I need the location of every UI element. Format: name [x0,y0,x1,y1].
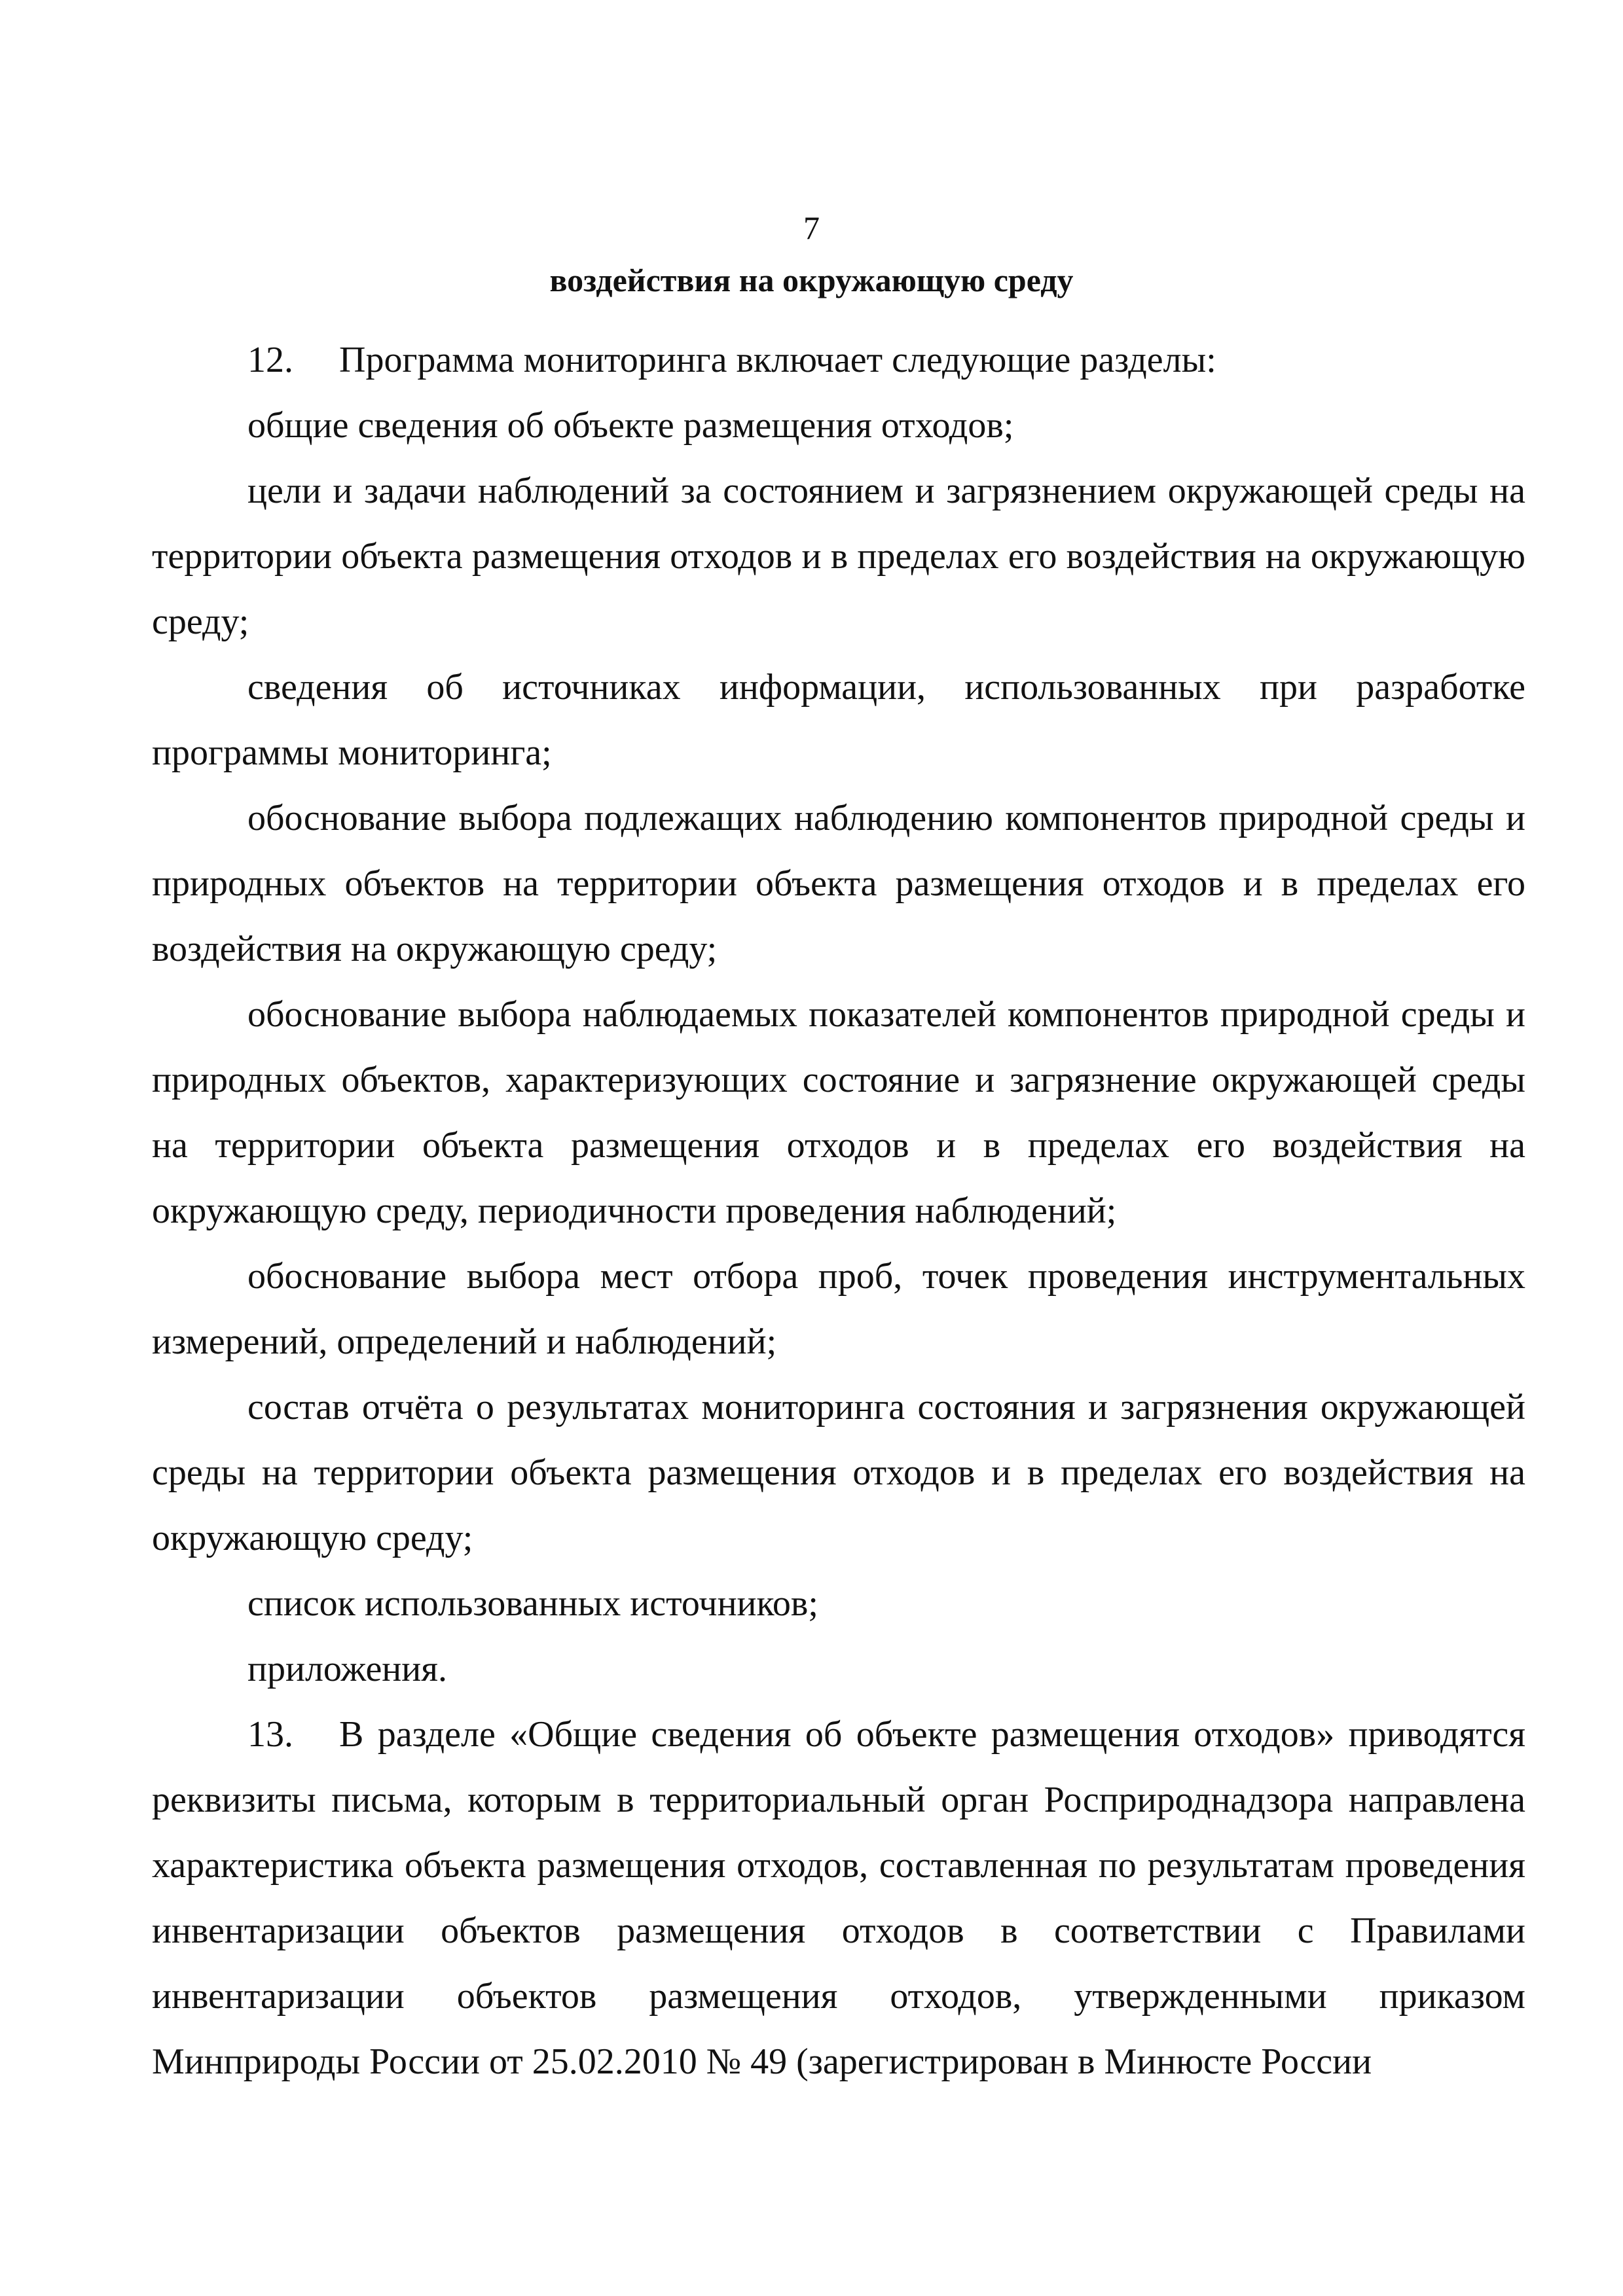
section-heading: воздействия на окружающую среду [549,262,1074,298]
paragraph-number: 12. [247,340,293,380]
page-number: 7 [803,209,820,246]
list-item-references: список использованных источников; [247,1583,818,1624]
paragraph-12 [152,327,1525,393]
list-item-goals: цели и задачи наблюдений за состоянием и загрязнением окружающей среды на территории объекта размещения отходов и в пределах его воздействия на окружающую среду; [152,471,1525,642]
list-item-general-info: общие сведения об объекте размещения отходов; [247,405,1014,446]
paragraph-text: Программа мониторинга включает следующие разделы: [339,340,1216,380]
list-item-sources-info: сведения об источниках информации, использованных при разработке программы мониторинга; [152,667,1525,773]
paragraph-13 [152,1702,1525,2094]
list-item-report-composition: состав отчёта о результатах мониторинга состояния и загрязнения окружающей среды на территории объекта размещения отходов и в пределах его воздействия на окружающую среду; [152,1387,1525,1558]
list-item-sampling-points: обоснование выбора мест отбора проб, точек проведения инструментальных измерений, определений и наблюдений; [152,1256,1525,1362]
paragraph-text: В разделе «Общие сведения об объекте размещения отходов» приводятся реквизиты письма, которым в территориальный орган Росприроднадзора направлена характеристика объекта размещения отходов, составленная по результатам проведения инвентаризации объектов размещения отходов в соответствии с Правилами инвентаризации объектов размещения отходов, утвержденными приказом Минприроды России от 25.02.2010 № 49 (зарегистрирован в Минюсте России [152,1714,1525,2082]
paragraph-number: 13. [247,1714,293,1755]
list-item-indicators-justification: обоснование выбора наблюдаемых показателей компонентов природной среды и природных объектов, характеризующих состояние и загрязнение окружающей среды на территории объекта размещения отходов и в пределах его воздействия на окружающую среду, периодичности проведения наблюдений; [152,994,1525,1231]
list-item-appendices: приложения. [247,1649,447,1689]
list-item-components-justification: обоснование выбора подлежащих наблюдению компонентов природной среды и природных объектов на территории объекта размещения отходов и в пределах его воздействия на окружающую среду; [152,798,1525,969]
document-body [152,327,1525,2094]
